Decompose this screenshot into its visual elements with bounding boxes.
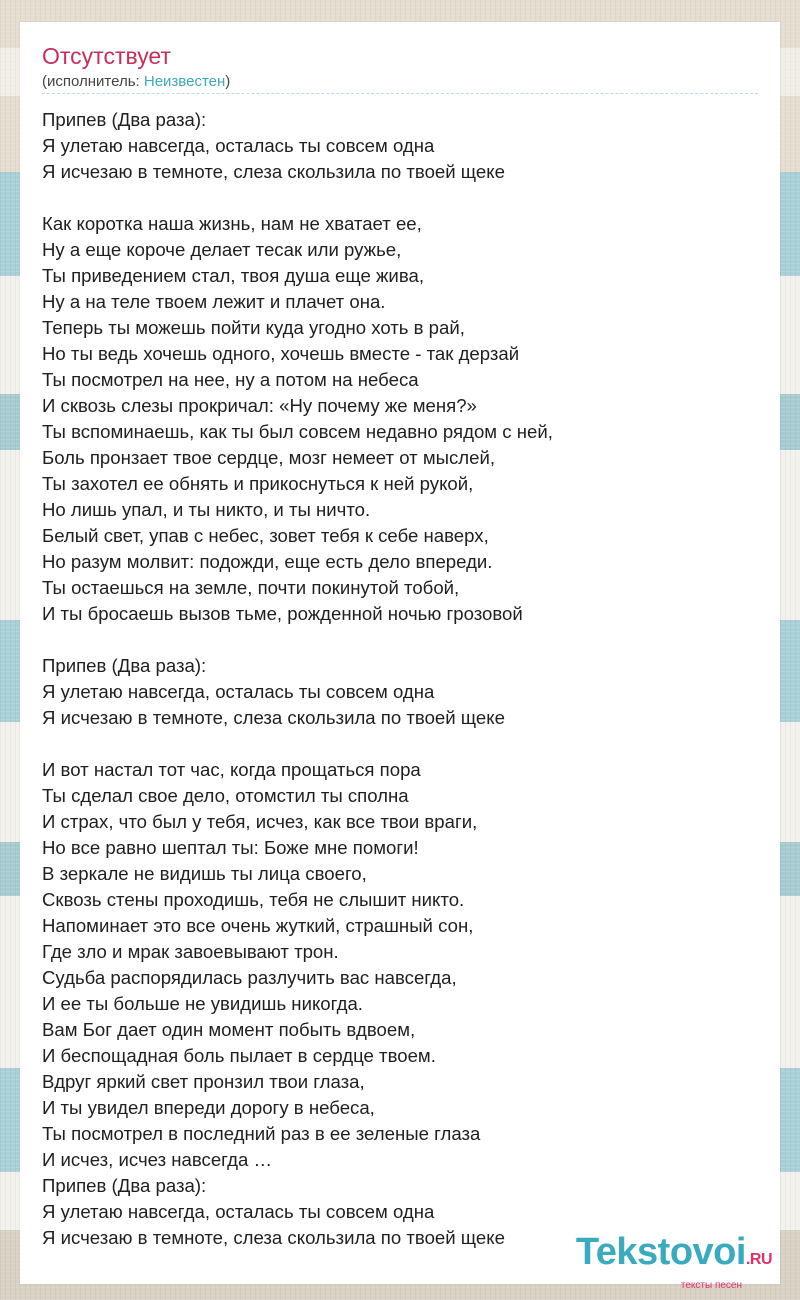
logo-name: Tekstovoi bbox=[575, 1231, 746, 1273]
lyrics-line: Ты вспоминаешь, как ты был совсем недавно рядом с ней, bbox=[42, 421, 553, 442]
lyrics-line: Ну а на теле твоем лежит и плачет она. bbox=[42, 291, 386, 312]
lyrics-line: Я улетаю навсегда, осталась ты совсем одна bbox=[42, 135, 435, 156]
logo-tld: .RU bbox=[745, 1251, 772, 1268]
lyrics-line: И ты увидел впереди дорогу в небеса, bbox=[42, 1097, 375, 1118]
lyrics-line: Ты сделал свое дело, отомстил ты сполна bbox=[42, 785, 409, 806]
lyrics-line: Ты посмотрел на нее, ну а потом на небеса bbox=[42, 369, 419, 390]
logo-tagline: тексты песен bbox=[680, 1280, 742, 1291]
lyrics-line: Ты захотел ее обнять и прикоснуться к ней рукой, bbox=[42, 473, 474, 494]
lyrics-line: Но ты ведь хочешь одного, хочешь вместе - так дерзай bbox=[42, 343, 520, 364]
lyrics-line: Ты остаешься на земле, почти покинутой тобой, bbox=[42, 577, 460, 598]
artist-link[interactable]: Неизвестен bbox=[143, 73, 226, 90]
lyrics-line: Напоминает это все очень жуткий, страшный сон, bbox=[42, 915, 474, 936]
artist-line bbox=[42, 73, 230, 91]
lyrics-line: И сквозь слезы прокричал: «Ну почему же меня?» bbox=[42, 395, 477, 416]
artist-suffix: ) bbox=[225, 73, 231, 90]
lyrics-line: Я улетаю навсегда, осталась ты совсем одна bbox=[42, 681, 435, 702]
lyrics-card bbox=[20, 22, 780, 1284]
lyrics-line: Ну а еще короче делает тесак или ружье, bbox=[42, 239, 402, 260]
song-title: Отсутствует bbox=[42, 43, 171, 69]
lyrics-line: Белый свет, упав с небес, зовет тебя к себе наверх, bbox=[42, 525, 489, 546]
lyrics-line: Но лишь упал, и ты никто, и ты ничто. bbox=[42, 499, 371, 520]
lyrics-line: Я исчезаю в темноте, слеза скользила по твоей щеке bbox=[42, 1227, 505, 1248]
lyrics-line: В зеркале не видишь ты лица своего, bbox=[42, 863, 367, 884]
lyrics-line: И страх, что был у тебя, исчез, как все твои враги, bbox=[42, 811, 478, 832]
lyrics-line: Но все равно шептал ты: Боже мне помоги! bbox=[42, 837, 419, 858]
lyrics-line: Теперь ты можешь пойти куда угодно хоть в рай, bbox=[42, 317, 465, 338]
logo-wordmark bbox=[576, 1232, 772, 1280]
lyrics-line: Ты посмотрел в последний раз в ее зеленые глаза bbox=[42, 1123, 481, 1144]
lyrics-line: Припев (Два раза): bbox=[42, 1175, 207, 1196]
lyrics-line: И исчез, исчез навсегда … bbox=[42, 1149, 273, 1170]
lyrics-line: Я исчезаю в темноте, слеза скользила по твоей щеке bbox=[42, 707, 505, 728]
lyrics-line: Вам Бог дает один момент побыть вдвоем, bbox=[42, 1019, 416, 1040]
site-logo[interactable] bbox=[576, 1232, 772, 1291]
lyrics-line: И вот настал тот час, когда прощаться пора bbox=[42, 759, 421, 780]
lyrics-line: Как коротка наша жизнь, нам не хватает ее, bbox=[42, 213, 422, 234]
lyrics-line: Я улетаю навсегда, осталась ты совсем одна bbox=[42, 1201, 435, 1222]
title-divider bbox=[42, 93, 758, 94]
lyrics-line: Сквозь стены проходишь, тебя не слышит никто. bbox=[42, 889, 465, 910]
lyrics-line: Вдруг яркий свет пронзил твои глаза, bbox=[42, 1071, 365, 1092]
lyrics-line: Где зло и мрак завоевывают трон. bbox=[42, 941, 339, 962]
lyrics-line: И ее ты больше не увидишь никогда. bbox=[42, 993, 363, 1014]
lyrics-line: Я исчезаю в темноте, слеза скользила по твоей щеке bbox=[42, 161, 505, 182]
lyrics-line: И беспощадная боль пылает в сердце твоем. bbox=[42, 1045, 436, 1066]
lyrics-text bbox=[42, 107, 758, 1251]
artist-prefix: (исполнитель: bbox=[42, 73, 144, 90]
lyrics-line: И ты бросаешь вызов тьме, рожденной ночью грозовой bbox=[42, 603, 523, 624]
lyrics-line: Боль пронзает твое сердце, мозг немеет от мыслей, bbox=[42, 447, 496, 468]
lyrics-line: Припев (Два раза): bbox=[42, 109, 207, 130]
lyrics-line: Но разум молвит: подожди, еще есть дело впереди. bbox=[42, 551, 493, 572]
lyrics-line: Припев (Два раза): bbox=[42, 655, 207, 676]
lyrics-line: Судьба распорядилась разлучить вас навсегда, bbox=[42, 967, 457, 988]
lyrics-line: Ты приведением стал, твоя душа еще жива, bbox=[42, 265, 424, 286]
